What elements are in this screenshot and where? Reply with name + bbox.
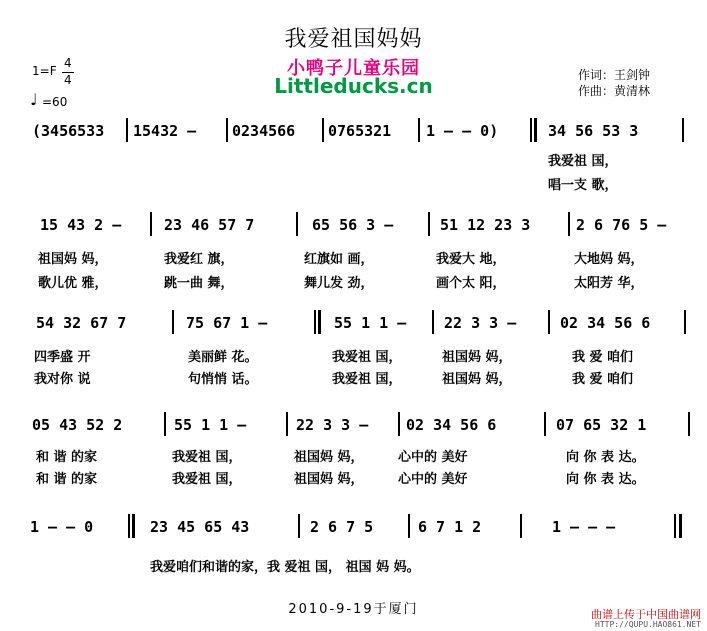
measure: 51 12 23 3 [440, 216, 531, 234]
lyric-line-2: 向 你 表 达。 [566, 472, 645, 487]
measure: 05 43 52 2 [32, 416, 123, 434]
bar-line [684, 310, 686, 334]
bar-line [126, 118, 128, 142]
measure: 15432 – [133, 122, 197, 140]
time-sig-top: 4 [64, 56, 72, 70]
lyric-line-2: 舞儿发 劲， [304, 276, 374, 291]
measure: 75 67 1 – [186, 314, 268, 332]
lyric-line-1: 美丽鲜 花。 [188, 350, 258, 365]
key-signature: 1=F [32, 64, 57, 78]
lyric-line-1: 我爱祖 国， [172, 450, 242, 465]
measure: 55 1 1 – [174, 416, 247, 434]
bar-line [398, 412, 400, 436]
bar-line [314, 310, 316, 334]
bar-line [544, 412, 546, 436]
lyric-line-1: 我爱大 地， [436, 252, 506, 267]
composer-credit: 作曲：黄清林 [578, 84, 651, 98]
brand-logo-en: Littleducks.cn [274, 74, 433, 98]
measure: 23 46 57 7 [164, 216, 255, 234]
bar-line [432, 310, 434, 334]
bar-line [530, 118, 532, 142]
lyric-line-2: 句悄悄 话。 [188, 372, 258, 387]
lyric-line-1: 祖国妈 妈， [442, 350, 512, 365]
song-title: 我爱祖国妈妈 [284, 27, 423, 52]
measure: 2 6 7 5 [310, 518, 374, 536]
measure: 22 3 3 – [444, 314, 517, 332]
measure: 54 32 67 7 [36, 314, 127, 332]
bar-line [682, 118, 684, 142]
measure: 02 34 56 6 [406, 416, 497, 434]
bar-line [172, 310, 174, 334]
bar-line [548, 310, 550, 334]
bar-line [418, 118, 420, 142]
measure: 23 45 65 43 [150, 518, 250, 536]
lyric-line-1: 红旗如 画， [304, 252, 374, 267]
measure: 1 – – – [552, 518, 616, 536]
measure: 1 – – 0) [426, 122, 499, 140]
lyric-line-2: 唱一支 歌， [548, 178, 618, 193]
lyric-line-2: 画个太 阳， [436, 276, 506, 291]
lyric-line-2: 和 谐 的家 [36, 472, 98, 487]
measure: 55 1 1 – [334, 314, 407, 332]
measure: 02 34 56 6 [560, 314, 651, 332]
lyric-line-1: 大地妈 妈， [574, 252, 644, 267]
bar-line [520, 514, 522, 538]
lyric-line-2: 心中的 美好 [398, 472, 468, 487]
measure: 22 3 3 – [296, 416, 369, 434]
repeat-bar-line [132, 514, 135, 538]
measure: 15 43 2 – [40, 216, 122, 234]
measure: 65 56 3 – [312, 216, 394, 234]
lyricist-credit: 作词：王剑钟 [578, 68, 651, 82]
lyric-line-1: 我爱红 旗， [164, 252, 234, 267]
lyric-line-1: 我爱祖 国， [548, 154, 618, 169]
lyric-line-1: 祖国妈 妈， [38, 252, 108, 267]
repeat-bar-line [534, 118, 537, 142]
lyric-line-2: 我 爱 咱们 [572, 372, 634, 387]
bar-line [296, 212, 298, 236]
measure: 2 6 76 5 – [576, 216, 667, 234]
lyric-line-2: 祖国妈 妈， [442, 372, 512, 387]
bar-line [226, 118, 228, 142]
measure: 1 – – 0 [30, 518, 94, 536]
lyric-line-2: 歌儿优 雅， [38, 276, 108, 291]
bar-line [286, 412, 288, 436]
measure: 34 56 53 3 [548, 122, 639, 140]
date-location: 2010-9-19于厦门 [288, 602, 419, 617]
lyric-line-2: 我对你 说 [34, 372, 91, 387]
measure: (3456533 [32, 122, 105, 140]
final-bar-line [679, 514, 682, 538]
bar-line [688, 412, 690, 436]
bar-line [298, 514, 300, 538]
lyric-line-2: 太阳芳 华， [574, 276, 644, 291]
measure: 07 65 32 1 [556, 416, 647, 434]
lyric-line-1: 我 爱 咱们 [572, 350, 634, 365]
bar-line [322, 118, 324, 142]
lyric-line-2: 我爱祖 国， [332, 372, 402, 387]
lyric-line-1: 我爱咱们和谐的家，我 爱祖 国， 祖国 妈 妈。 [150, 560, 420, 575]
bar-line [164, 412, 166, 436]
lyric-line-1: 和 谐 的家 [36, 450, 98, 465]
measure: 0234566 [232, 122, 296, 140]
bar-line [408, 514, 410, 538]
quarter-note-icon: ♩ [30, 90, 38, 109]
measure: 6 7 1 2 [418, 518, 482, 536]
repeat-bar-line [318, 310, 321, 334]
site-url: HTTP://QUPU.HAO861.NET [595, 620, 701, 629]
bar-line [674, 514, 676, 538]
lyric-line-1: 祖国妈 妈， [294, 450, 364, 465]
bar-line [568, 212, 570, 236]
lyric-line-1: 心中的 美好 [398, 450, 468, 465]
lyric-line-1: 我爱祖 国， [332, 350, 402, 365]
lyric-line-1: 向 你 表 达。 [566, 450, 645, 465]
lyric-line-2: 我爱祖 国， [172, 472, 242, 487]
time-sig-bottom: 4 [64, 73, 72, 87]
lyric-line-2: 跳一曲 舞， [164, 276, 234, 291]
measure: 0765321 [328, 122, 392, 140]
bar-line [428, 212, 430, 236]
lyric-line-1: 四季盛 开 [34, 350, 91, 365]
brand-logo-cn: 小鸭子儿童乐园 [287, 58, 420, 79]
site-credit: 曲谱上传于中国曲谱网 [591, 608, 701, 621]
lyric-line-2: 祖国妈 妈， [294, 472, 364, 487]
bar-line [150, 212, 152, 236]
tempo-mark: =60 [42, 95, 68, 109]
bar-line [128, 514, 130, 538]
